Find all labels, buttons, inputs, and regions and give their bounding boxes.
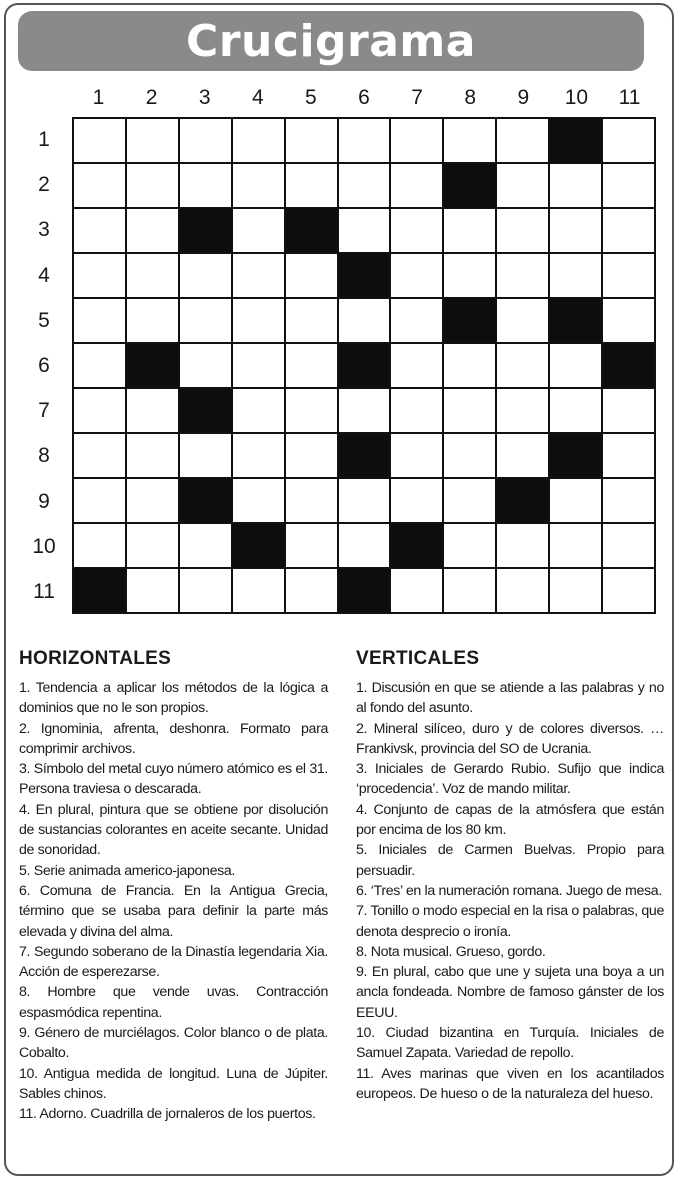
black-cell <box>550 434 601 477</box>
grid-cell[interactable] <box>233 389 284 432</box>
grid-cell[interactable] <box>233 119 284 162</box>
grid-cell[interactable] <box>286 524 337 567</box>
verticales-clue: 3. Iniciales de Gerardo Rubio. Sufijo que indica ‘procedencia’. Voz de mando militar. <box>356 761 664 798</box>
horizontales-clue: 8. Hombre que vende uvas. Contracción espasmódica repentina. <box>19 984 328 1021</box>
grid-cell[interactable] <box>339 299 390 342</box>
grid-cell[interactable] <box>550 254 601 297</box>
verticales-clue: 8. Nota musical. Grueso, gordo. <box>356 943 546 960</box>
row-number: 9 <box>38 489 50 513</box>
grid-cell[interactable] <box>127 389 178 432</box>
grid-cell[interactable] <box>74 344 125 387</box>
black-cell <box>444 299 495 342</box>
row-number: 4 <box>38 263 50 287</box>
grid-cell[interactable] <box>550 344 601 387</box>
grid-cell[interactable] <box>286 254 337 297</box>
grid-cell[interactable] <box>233 569 284 612</box>
row-number: 7 <box>38 399 50 423</box>
verticales-clue-list <box>356 678 664 1104</box>
horizontales-clue: 1. Tendencia a aplicar los métodos de la lógica a dominios que no le son propios. <box>19 680 328 717</box>
row-number: 11 <box>33 580 55 603</box>
grid-cell[interactable] <box>74 119 125 162</box>
grid-cell[interactable] <box>233 344 284 387</box>
grid-cell[interactable] <box>74 164 125 207</box>
verticales-clue: 10. Ciudad bizantina en Turquía. Iniciales de Samuel Zapata. Variedad de repollo. <box>356 1025 664 1062</box>
grid-cell[interactable] <box>180 569 231 612</box>
row-number: 10 <box>32 534 56 558</box>
grid-cell[interactable] <box>497 209 548 252</box>
grid-cell[interactable] <box>74 389 125 432</box>
grid-cell[interactable] <box>74 299 125 342</box>
grid-cell[interactable] <box>497 344 548 387</box>
grid-cell[interactable] <box>127 434 178 477</box>
grid-cell[interactable] <box>391 119 442 162</box>
grid-cell[interactable] <box>444 389 495 432</box>
grid-cell[interactable] <box>603 209 654 252</box>
row-number: 5 <box>38 308 50 332</box>
grid-cell[interactable] <box>339 479 390 522</box>
black-cell <box>339 254 390 297</box>
grid-cell[interactable] <box>74 479 125 522</box>
black-cell <box>180 479 231 522</box>
grid-cell[interactable] <box>391 209 442 252</box>
horizontales-clue: 4. En plural, pintura que se obtiene por disolución de sustancias colorantes en aceite secante. Unidad de sonoridad. <box>19 801 328 859</box>
page-title: Crucigrama <box>186 15 476 67</box>
column-number: 3 <box>198 86 211 109</box>
black-cell <box>444 164 495 207</box>
grid-cell[interactable] <box>286 299 337 342</box>
horizontales-clue: 9. Género de murciélagos. Color blanco o de plata. Cobalto. <box>19 1025 328 1062</box>
grid-cell[interactable] <box>127 569 178 612</box>
verticales-clue: 7. Tonillo o modo especial en la risa o palabras, que denota desprecio o ironía. <box>356 903 664 940</box>
grid-cell[interactable] <box>127 299 178 342</box>
black-cell <box>180 209 231 252</box>
black-cell <box>550 299 601 342</box>
grid-cell[interactable] <box>550 524 601 567</box>
black-cell <box>339 569 390 612</box>
horizontales-heading: HORIZONTALES <box>19 648 172 669</box>
column-number: 2 <box>145 86 158 109</box>
grid-cell[interactable] <box>180 434 231 477</box>
grid-cell[interactable] <box>444 254 495 297</box>
column-number: 9 <box>517 86 530 109</box>
grid-cell[interactable] <box>550 479 601 522</box>
grid-cell[interactable] <box>444 434 495 477</box>
column-number: 6 <box>358 86 370 109</box>
grid-cell[interactable] <box>497 569 548 612</box>
grid-cell[interactable] <box>391 569 442 612</box>
grid-cell[interactable] <box>127 119 178 162</box>
black-cell <box>339 434 390 477</box>
grid-cell[interactable] <box>444 524 495 567</box>
horizontales-section <box>19 648 328 1125</box>
black-cell <box>180 389 231 432</box>
grid-cell[interactable] <box>286 119 337 162</box>
black-cell <box>233 524 284 567</box>
black-cell <box>497 479 548 522</box>
verticales-clue: 6. ‘Tres’ en la numeración romana. Juego de mesa. <box>356 882 662 899</box>
grid-cell[interactable] <box>180 164 231 207</box>
black-cell <box>550 119 601 162</box>
column-number: 11 <box>618 86 641 109</box>
grid-cell[interactable] <box>444 344 495 387</box>
verticales-clue: 2. Mineral silíceo, duro y de colores diversos. … Frankivsk, provincia del SO de Ucrania. <box>356 720 664 757</box>
grid-cell[interactable] <box>603 434 654 477</box>
black-cell <box>603 344 654 387</box>
black-cell <box>339 344 390 387</box>
verticales-section <box>356 648 664 1104</box>
column-number: 4 <box>251 86 264 109</box>
horizontales-clue: 11. Adorno. Cuadrilla de jornaleros de los puertos. <box>19 1106 316 1123</box>
grid-cell[interactable] <box>286 164 337 207</box>
grid-cell[interactable] <box>233 254 284 297</box>
grid-cell[interactable] <box>180 119 231 162</box>
row-number: 1 <box>38 128 50 151</box>
grid-cell[interactable] <box>233 479 284 522</box>
column-number: 1 <box>92 86 105 109</box>
grid-cell[interactable] <box>444 119 495 162</box>
horizontales-clue: 2. Ignominia, afrenta, deshonra. Formato para comprimir archivos. <box>19 720 328 757</box>
grid-cell[interactable] <box>286 344 337 387</box>
grid-cell[interactable] <box>74 524 125 567</box>
grid-cell[interactable] <box>391 164 442 207</box>
grid-cell[interactable] <box>180 254 231 297</box>
verticales-heading: VERTICALES <box>356 648 480 669</box>
grid-cell[interactable] <box>74 434 125 477</box>
grid-cell[interactable] <box>286 434 337 477</box>
horizontales-clue: 10. Antigua medida de longitud. Luna de Júpiter. Sables chinos. <box>19 1065 328 1102</box>
column-number: 10 <box>564 86 589 109</box>
grid-cell[interactable] <box>74 209 125 252</box>
grid-cell[interactable] <box>497 299 548 342</box>
grid-cell[interactable] <box>603 299 654 342</box>
grid-cell[interactable] <box>391 479 442 522</box>
verticales-clue: 11. Aves marinas que viven en los acantilados europeos. De hueso o de la naturaleza del hueso. <box>356 1065 664 1102</box>
grid-cell[interactable] <box>74 254 125 297</box>
grid-cell[interactable] <box>286 389 337 432</box>
grid-cell[interactable] <box>233 299 284 342</box>
row-number: 8 <box>38 444 50 468</box>
horizontales-clue: 7. Segundo soberano de la Dinastía legendaria Xia. Acción de esperezarse. <box>19 943 328 981</box>
grid-cell[interactable] <box>603 524 654 567</box>
grid-cell[interactable] <box>497 389 548 432</box>
horizontales-clue-list <box>19 678 328 1125</box>
grid-cell[interactable] <box>339 209 390 252</box>
grid-cell[interactable] <box>339 524 390 567</box>
column-number: 5 <box>305 86 317 109</box>
grid-cell[interactable] <box>497 434 548 477</box>
grid-cell[interactable] <box>391 254 442 297</box>
grid-cell[interactable] <box>444 479 495 522</box>
grid-cell[interactable] <box>497 524 548 567</box>
grid-cell[interactable] <box>603 119 654 162</box>
grid-cell[interactable] <box>339 119 390 162</box>
grid-cell[interactable] <box>180 524 231 567</box>
grid-cell[interactable] <box>127 209 178 252</box>
grid-cell[interactable] <box>286 569 337 612</box>
column-number: 8 <box>464 86 477 109</box>
grid-cell[interactable] <box>550 569 601 612</box>
grid-cell[interactable] <box>603 164 654 207</box>
grid-cell[interactable] <box>444 569 495 612</box>
grid-cell[interactable] <box>233 434 284 477</box>
grid-cell[interactable] <box>603 254 654 297</box>
grid-cell[interactable] <box>127 164 178 207</box>
grid-cell[interactable] <box>127 479 178 522</box>
grid-cell[interactable] <box>391 389 442 432</box>
verticales-clue: 5. Iniciales de Carmen Buelvas. Propio para persuadir. <box>356 842 664 879</box>
black-cell <box>74 569 125 612</box>
grid-cell[interactable] <box>339 164 390 207</box>
grid-cell[interactable] <box>180 299 231 342</box>
column-number: 7 <box>411 86 423 109</box>
grid-cell[interactable] <box>391 434 442 477</box>
black-cell <box>391 524 442 567</box>
grid-cell[interactable] <box>550 389 601 432</box>
grid-cell[interactable] <box>233 209 284 252</box>
grid-cell[interactable] <box>603 479 654 522</box>
black-cell <box>127 344 178 387</box>
grid-cell[interactable] <box>603 389 654 432</box>
horizontales-clue: 5. Serie animada americo-japonesa. <box>19 862 236 879</box>
grid-cell[interactable] <box>391 344 442 387</box>
row-number: 2 <box>38 173 50 197</box>
grid-cell[interactable] <box>127 254 178 297</box>
grid-cell[interactable] <box>497 119 548 162</box>
row-number: 3 <box>38 218 50 242</box>
title-bar <box>18 11 644 71</box>
horizontales-clue: 3. Símbolo del metal cuyo número atómico es el 31. Persona traviesa o descarada. <box>19 761 328 798</box>
grid-cell[interactable] <box>497 254 548 297</box>
grid-cell[interactable] <box>550 164 601 207</box>
crossword-grid <box>72 117 656 614</box>
row-number: 6 <box>38 354 50 377</box>
grid-cell[interactable] <box>550 209 601 252</box>
grid-cell[interactable] <box>339 389 390 432</box>
verticales-clue: 9. En plural, cabo que une y sujeta una boya a un ancla fondeada. Nombre de famoso gánster de los EEUU. <box>356 964 664 1021</box>
horizontales-clue: 6. Comuna de Francia. En la Antigua Grecia, término que se usaba para definir la parte más elevada y divina del alma. <box>19 882 328 940</box>
grid-cell[interactable] <box>233 164 284 207</box>
verticales-clue: 1. Discusión en que se atiende a las palabras y no al fondo del asunto. <box>356 680 664 717</box>
verticales-clue: 4. Conjunto de capas de la atmósfera que están por encima de los 80 km. <box>356 801 664 839</box>
grid-cell[interactable] <box>286 479 337 522</box>
grid-cell[interactable] <box>603 569 654 612</box>
black-cell <box>286 209 337 252</box>
grid-cell[interactable] <box>497 164 548 207</box>
grid-cell[interactable] <box>127 524 178 567</box>
grid-cell[interactable] <box>444 209 495 252</box>
grid-cell[interactable] <box>180 344 231 387</box>
grid-cell[interactable] <box>391 299 442 342</box>
